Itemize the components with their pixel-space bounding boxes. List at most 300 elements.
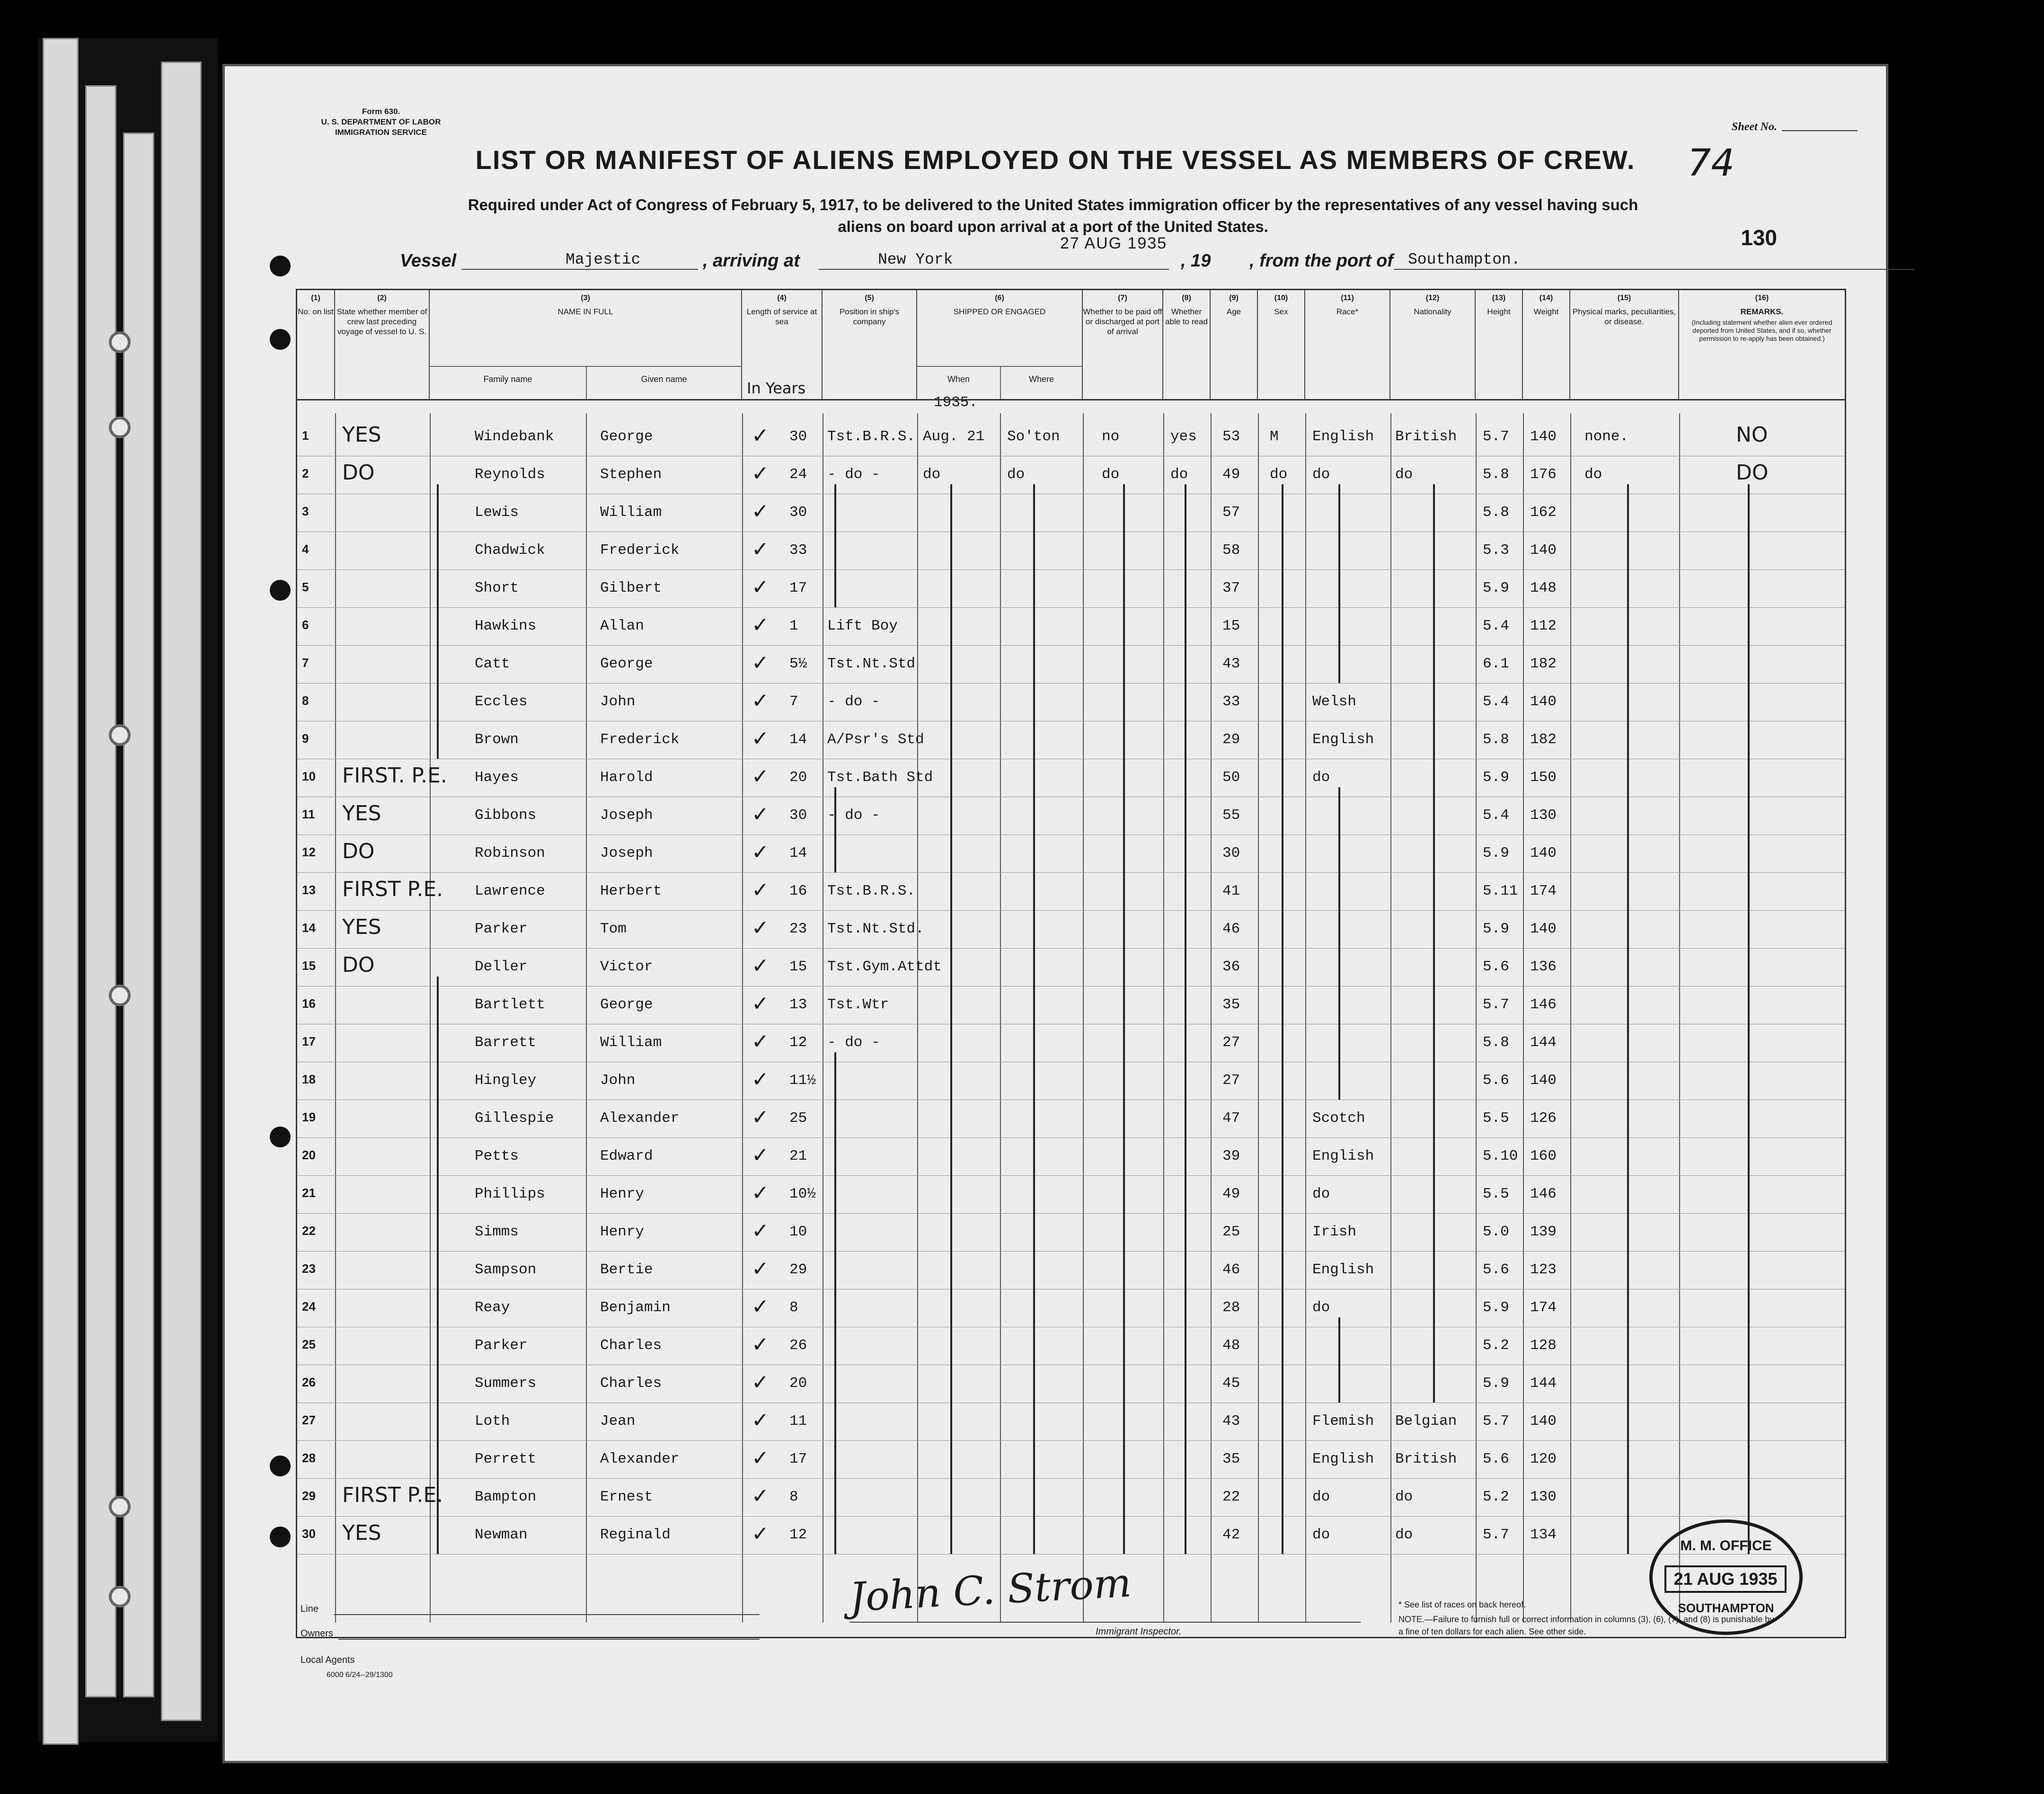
cell-weight: 140	[1530, 921, 1557, 937]
cell-age: 41	[1222, 883, 1240, 899]
cell-position: Lift Boy	[827, 618, 898, 634]
cell-family: Petts	[475, 1148, 519, 1164]
cell-family: Windebank	[475, 428, 554, 445]
cell-remarks: NO	[1736, 423, 1768, 447]
row-rule	[297, 1137, 1845, 1138]
cell-service: 20	[789, 769, 807, 786]
punch-hole	[270, 1127, 291, 1147]
owners-label: Owners	[301, 1628, 333, 1639]
cell-service: 30	[789, 428, 807, 445]
row-rule	[297, 1251, 1845, 1252]
cell-service: 29	[789, 1261, 807, 1278]
row-rule	[297, 645, 1845, 646]
binder-ring	[109, 417, 131, 438]
row-rule	[297, 1516, 1845, 1517]
cell-family: Short	[475, 580, 519, 596]
cell-age: 27	[1222, 1072, 1240, 1089]
cell-family: Parker	[475, 921, 528, 937]
check-mark-icon: ✓	[752, 1257, 769, 1281]
cell-given: John	[600, 1072, 636, 1089]
cell-read: yes	[1170, 428, 1197, 445]
cell-family: Deller	[475, 959, 528, 975]
cell-family: Gibbons	[475, 807, 537, 824]
ditto-stroke	[1627, 484, 1629, 1554]
cell-age: 43	[1222, 1413, 1240, 1430]
ditto-stroke	[1282, 484, 1283, 1554]
column-divider	[1570, 413, 1571, 1623]
header-col-6: (6) SHIPPED OR ENGAGED	[917, 290, 1083, 399]
column-divider	[1163, 413, 1164, 1623]
vessel-label: Vessel	[400, 251, 457, 271]
cell-age: 45	[1222, 1375, 1240, 1392]
binder-ring	[109, 724, 131, 746]
sheet-number: 130	[1741, 225, 1777, 250]
header-divider	[586, 366, 587, 399]
row-rule	[297, 1478, 1845, 1479]
cell-given: Charles	[600, 1337, 662, 1354]
cell-sex: M	[1270, 428, 1279, 445]
header-col-14: (14) Weight	[1523, 290, 1570, 399]
cell-nationality: do	[1395, 466, 1413, 483]
cell-age: 39	[1222, 1148, 1240, 1164]
ditto-stroke	[1033, 484, 1035, 1554]
ditto-stroke	[1185, 484, 1186, 1554]
cell-no: 23	[302, 1261, 316, 1276]
cell-service: 14	[789, 845, 807, 861]
cell-position: - do -	[827, 807, 880, 824]
cell-position: Tst.Gym.Attdt	[827, 959, 942, 975]
cell-weight: 162	[1530, 504, 1557, 521]
punch-hole	[270, 329, 291, 350]
ditto-stroke	[437, 484, 439, 759]
inspector-label: Immigrant Inspector.	[1096, 1626, 1182, 1637]
header-col-12: (12) Nationality	[1390, 290, 1476, 399]
cell-height: 5.2	[1483, 1337, 1509, 1354]
cell-age: 28	[1222, 1299, 1240, 1316]
vessel-name: Majestic	[566, 251, 641, 268]
header-col-5: (5) Position in ship's company	[823, 290, 917, 399]
cell-service: 15	[789, 959, 807, 975]
binder-strip	[161, 62, 202, 1721]
column-divider	[742, 413, 743, 1623]
cell-position: - do -	[827, 1034, 880, 1051]
check-mark-icon: ✓	[752, 689, 769, 713]
cell-nationality: British	[1395, 428, 1457, 445]
cell-age: 48	[1222, 1337, 1240, 1354]
underline	[461, 269, 698, 270]
arrival-date-stamp: 27 AUG 1935	[1060, 234, 1168, 252]
column-divider	[917, 413, 918, 1623]
cell-no: 20	[302, 1148, 316, 1162]
sheet-line	[1782, 130, 1858, 131]
cell-height: 5.9	[1483, 1299, 1509, 1316]
cell-weight: 146	[1530, 996, 1557, 1013]
form-header	[282, 107, 480, 138]
cell-race: English	[1312, 1451, 1374, 1467]
cell-weight: 146	[1530, 1186, 1557, 1202]
cell-height: 5.9	[1483, 921, 1509, 937]
cell-prev: FIRST. P.E.	[342, 764, 447, 788]
cell-height: 5.8	[1483, 466, 1509, 483]
cell-given: Edward	[600, 1148, 653, 1164]
cell-age: 46	[1222, 921, 1240, 937]
check-mark-icon: ✓	[752, 954, 769, 978]
cell-service: 11	[789, 1413, 807, 1430]
cell-position: Tst.B.R.S.	[827, 883, 916, 899]
check-mark-icon: ✓	[752, 727, 769, 751]
cell-service: 10½	[789, 1186, 816, 1202]
cell-weight: 144	[1530, 1034, 1557, 1051]
cell-given: Henry	[600, 1224, 645, 1240]
row-rule	[297, 569, 1845, 570]
cell-service: 30	[789, 504, 807, 521]
cell-service: 30	[789, 807, 807, 824]
cell-age: 27	[1222, 1034, 1240, 1051]
cell-service: 10	[789, 1224, 807, 1240]
cell-age: 36	[1222, 959, 1240, 975]
in-years-note: In Years	[747, 379, 806, 397]
check-mark-icon: ✓	[752, 992, 769, 1016]
binder-strip	[43, 38, 79, 1745]
table-body	[297, 413, 1845, 1623]
cell-given: Harold	[600, 769, 653, 786]
cell-service: 13	[789, 996, 807, 1013]
print-code: 6000 6/24--29/1300	[327, 1671, 393, 1679]
cell-height: 5.0	[1483, 1224, 1509, 1240]
cell-family: Brown	[475, 731, 519, 748]
cell-weight: 174	[1530, 1299, 1557, 1316]
cell-age: 53	[1222, 428, 1240, 445]
cell-height: 6.1	[1483, 656, 1509, 672]
header-col-3: (3) NAME IN FULL	[430, 290, 742, 399]
cell-given: George	[600, 996, 653, 1013]
binder-ring	[109, 1496, 131, 1518]
header-col-1: (1) No. on list	[297, 290, 335, 399]
cell-weight: 140	[1530, 542, 1557, 559]
underline	[819, 269, 1169, 270]
cell-service: 8	[789, 1299, 798, 1316]
column-divider	[1083, 413, 1084, 1623]
service: IMMIGRATION SERVICE	[335, 128, 427, 137]
cell-height: 5.7	[1483, 1527, 1509, 1543]
row-rule	[297, 607, 1845, 608]
punch-hole	[270, 1527, 291, 1547]
department: U. S. DEPARTMENT OF LABOR	[321, 117, 441, 126]
cell-height: 5.9	[1483, 769, 1509, 786]
cell-height: 5.4	[1483, 807, 1509, 824]
cell-race: English	[1312, 428, 1374, 445]
cell-given: Tom	[600, 921, 627, 937]
binder-ring	[109, 985, 131, 1006]
cell-race: English	[1312, 1148, 1374, 1164]
cell-age: 37	[1222, 580, 1240, 596]
cell-height: 5.6	[1483, 959, 1509, 975]
header-col-4: (4) Length of service at sea	[742, 290, 823, 399]
cell-family: Robinson	[475, 845, 545, 861]
cell-height: 5.6	[1483, 1072, 1509, 1089]
manifest-page	[222, 64, 1888, 1763]
cell-given: Ernest	[600, 1489, 653, 1505]
cell-no: 17	[302, 1034, 316, 1048]
cell-age: 50	[1222, 769, 1240, 786]
cell-prev: FIRST P.E.	[342, 1483, 443, 1507]
cell-no: 6	[302, 618, 309, 632]
remarks-subtext: (Including statement whether alien ever ordered deported from United States, and if so, whether permission to re-apply has been obtained.)	[1691, 319, 1832, 342]
row-rule	[297, 1175, 1845, 1176]
cell-marks: none.	[1584, 428, 1629, 445]
cell-service: 20	[789, 1375, 807, 1392]
from-port: Southampton.	[1408, 251, 1521, 268]
cell-no: 25	[302, 1337, 316, 1351]
office-stamp	[1649, 1519, 1803, 1635]
binder-background	[38, 38, 218, 1742]
cell-weight: 140	[1530, 845, 1557, 861]
cell-no: 1	[302, 428, 309, 443]
local-agents-label: Local Agents	[301, 1655, 355, 1665]
check-mark-icon: ✓	[752, 499, 769, 524]
subtitle-line-1: Required under Act of Congress of February 5, 1917, to be delivered to the United States immigration officer by the representatives of any vessel having such	[468, 196, 1638, 213]
cell-weight: 130	[1530, 1489, 1557, 1505]
cell-prev: DO	[342, 839, 375, 863]
cell-given: Joseph	[600, 807, 653, 824]
header-col-15: (15) Physical marks, peculiarities, or disease.	[1570, 290, 1679, 399]
cell-family: Eccles	[475, 693, 528, 710]
cell-height: 5.5	[1483, 1110, 1509, 1127]
ditto-stroke	[1433, 484, 1435, 1403]
cell-no: 4	[302, 542, 309, 556]
from-label: , from the port of	[1249, 251, 1393, 271]
ditto-stroke	[1123, 484, 1125, 1554]
page-subtitle	[367, 194, 1739, 238]
check-mark-icon: ✓	[752, 764, 769, 789]
cell-weight: 130	[1530, 807, 1557, 824]
binder-strip	[123, 133, 154, 1697]
cell-age: 25	[1222, 1224, 1240, 1240]
cell-service: 24	[789, 466, 807, 483]
cell-given: Frederick	[600, 731, 680, 748]
cell-position: Tst.Nt.Std	[827, 656, 916, 672]
column-divider	[586, 413, 587, 1623]
family-name-header: Family name	[483, 374, 532, 384]
column-divider	[1258, 413, 1259, 1623]
row-rule	[297, 1440, 1845, 1441]
cell-height: 5.4	[1483, 693, 1509, 710]
year-label: , 19	[1181, 251, 1211, 271]
cell-weight: 140	[1530, 1413, 1557, 1430]
cell-no: 27	[302, 1413, 316, 1427]
cell-family: Perrett	[475, 1451, 537, 1467]
cell-age: 42	[1222, 1527, 1240, 1543]
cell-race: Welsh	[1312, 693, 1357, 710]
cell-service: 26	[789, 1337, 807, 1354]
cell-no: 21	[302, 1186, 316, 1200]
binder-strip	[85, 85, 116, 1697]
cell-family: Loth	[475, 1413, 510, 1430]
cell-given: William	[600, 504, 662, 521]
ditto-stroke	[950, 484, 952, 1554]
column-divider	[1305, 413, 1306, 1623]
cell-position: Tst.B.R.S.	[827, 428, 916, 445]
cell-family: Lawrence	[475, 883, 545, 899]
cell-family: Summers	[475, 1375, 537, 1392]
cell-nationality: do	[1395, 1527, 1413, 1543]
column-divider	[1000, 413, 1001, 1623]
cell-position: Tst.Nt.Std.	[827, 921, 924, 937]
cell-position: A/Psr's Std	[827, 731, 924, 748]
cell-height: 5.10	[1483, 1148, 1518, 1164]
cell-race: do	[1312, 1527, 1330, 1543]
cell-no: 12	[302, 845, 316, 859]
check-mark-icon: ✓	[752, 613, 769, 637]
cell-service: 21	[789, 1148, 807, 1164]
cell-given: Allan	[600, 618, 645, 634]
check-mark-icon: ✓	[752, 537, 769, 561]
cell-height: 5.8	[1483, 1034, 1509, 1051]
cell-height: 5.9	[1483, 580, 1509, 596]
cell-when: do	[923, 466, 941, 483]
check-mark-icon: ✓	[752, 1408, 769, 1432]
cell-age: 47	[1222, 1110, 1240, 1127]
vessel-line	[225, 244, 1886, 272]
cell-height: 5.6	[1483, 1261, 1509, 1278]
cell-no: 29	[302, 1489, 316, 1503]
cell-race: do	[1312, 1186, 1330, 1202]
cell-given: John	[600, 693, 636, 710]
arriving-label: , arriving at	[703, 251, 800, 271]
cell-no: 3	[302, 504, 309, 518]
cell-family: Sampson	[475, 1261, 537, 1278]
ditto-stroke	[1748, 484, 1750, 1554]
cell-family: Catt	[475, 656, 510, 672]
cell-weight: 112	[1530, 618, 1557, 634]
cell-age: 33	[1222, 693, 1240, 710]
cell-nationality: do	[1395, 1489, 1413, 1505]
cell-prev: DO	[342, 461, 375, 485]
cell-nationality: Belgian	[1395, 1413, 1457, 1430]
cell-family: Hingley	[475, 1072, 537, 1089]
cell-family: Hawkins	[475, 618, 537, 634]
cell-race: do	[1312, 769, 1330, 786]
cell-no: 5	[302, 580, 309, 594]
cell-given: Henry	[600, 1186, 645, 1202]
cell-marks: do	[1584, 466, 1602, 483]
cell-weight: 140	[1530, 428, 1557, 445]
cell-no: 11	[302, 807, 315, 821]
arriving-port: New York	[878, 251, 953, 268]
cell-height: 5.6	[1483, 1451, 1509, 1467]
check-mark-icon: ✓	[752, 1370, 769, 1394]
cell-nationality: British	[1395, 1451, 1457, 1467]
cell-family: Newman	[475, 1527, 528, 1543]
check-mark-icon: ✓	[752, 840, 769, 864]
cell-service: 16	[789, 883, 807, 899]
header-col-11: (11) Race*	[1305, 290, 1390, 399]
line-underline	[334, 1614, 760, 1615]
column-divider	[1523, 413, 1524, 1623]
cell-position: - do -	[827, 466, 880, 483]
cell-age: 29	[1222, 731, 1240, 748]
cell-height: 5.4	[1483, 618, 1509, 634]
owners-underline	[338, 1639, 760, 1640]
header-divider	[1000, 366, 1001, 399]
cell-weight: 148	[1530, 580, 1557, 596]
cell-position: Tst.Wtr	[827, 996, 889, 1013]
cell-service: 17	[789, 580, 807, 596]
check-mark-icon: ✓	[752, 802, 769, 826]
binder-ring	[109, 1586, 131, 1607]
cell-height: 5.3	[1483, 542, 1509, 559]
cell-weight: 126	[1530, 1110, 1557, 1127]
cell-position: Tst.Bath Std	[827, 769, 933, 786]
cell-position: - do -	[827, 693, 880, 710]
header-col-8: (8) Whether able to read	[1163, 290, 1211, 399]
cell-race: Irish	[1312, 1224, 1357, 1240]
year-shipped: 1935.	[934, 394, 978, 411]
cell-family: Simms	[475, 1224, 519, 1240]
cell-height: 5.7	[1483, 428, 1509, 445]
cell-no: 16	[302, 996, 316, 1011]
when-header: When	[947, 374, 970, 384]
cell-race: English	[1312, 731, 1374, 748]
cell-given: Alexander	[600, 1110, 680, 1127]
ditto-stroke	[834, 484, 836, 607]
cell-age: 49	[1222, 466, 1240, 483]
cell-given: Reginald	[600, 1527, 671, 1543]
cell-weight: 176	[1530, 466, 1557, 483]
cell-weight: 150	[1530, 769, 1557, 786]
sheet-label: Sheet No.	[1732, 121, 1777, 133]
cell-age: 58	[1222, 542, 1240, 559]
cell-no: 28	[302, 1451, 316, 1465]
cell-given: George	[600, 428, 653, 445]
stamp-date: 21 AUG 1935	[1664, 1565, 1787, 1593]
cell-race: do	[1312, 1489, 1330, 1505]
cell-service: 11½	[789, 1072, 816, 1089]
cell-weight: 123	[1530, 1261, 1557, 1278]
cell-read: do	[1170, 466, 1188, 483]
cell-service: 17	[789, 1451, 807, 1467]
cell-race: Scotch	[1312, 1110, 1365, 1127]
cell-family: Parker	[475, 1337, 528, 1354]
cell-service: 12	[789, 1034, 807, 1051]
header-col-9: (9) Age	[1211, 290, 1258, 399]
header-col-10: (10) Sex	[1258, 290, 1305, 399]
races-note: * See list of races on back hereof.	[1398, 1600, 1526, 1609]
cell-race: English	[1312, 1261, 1374, 1278]
cell-family: Phillips	[475, 1186, 545, 1202]
cell-age: 30	[1222, 845, 1240, 861]
cell-service: 5½	[789, 656, 807, 672]
cell-weight: 134	[1530, 1527, 1557, 1543]
cell-height: 5.8	[1483, 504, 1509, 521]
row-rule	[297, 1213, 1845, 1214]
check-mark-icon: ✓	[752, 1219, 769, 1243]
cell-given: William	[600, 1034, 662, 1051]
column-divider	[1211, 413, 1212, 1623]
cell-no: 2	[302, 466, 309, 480]
cell-height: 5.8	[1483, 731, 1509, 748]
check-mark-icon: ✓	[752, 1484, 769, 1508]
cell-race: do	[1312, 466, 1330, 483]
ditto-stroke	[834, 1052, 836, 1554]
punch-hole	[270, 1456, 291, 1476]
check-mark-icon: ✓	[752, 462, 769, 486]
header-col-2: (2) State whether member of crew last preceding voyage of vessel to U. S.	[335, 290, 430, 399]
cell-family: Hayes	[475, 769, 519, 786]
cell-no: 14	[302, 921, 316, 935]
stamp-top: M. M. OFFICE	[1680, 1538, 1772, 1554]
row-rule	[297, 910, 1845, 911]
